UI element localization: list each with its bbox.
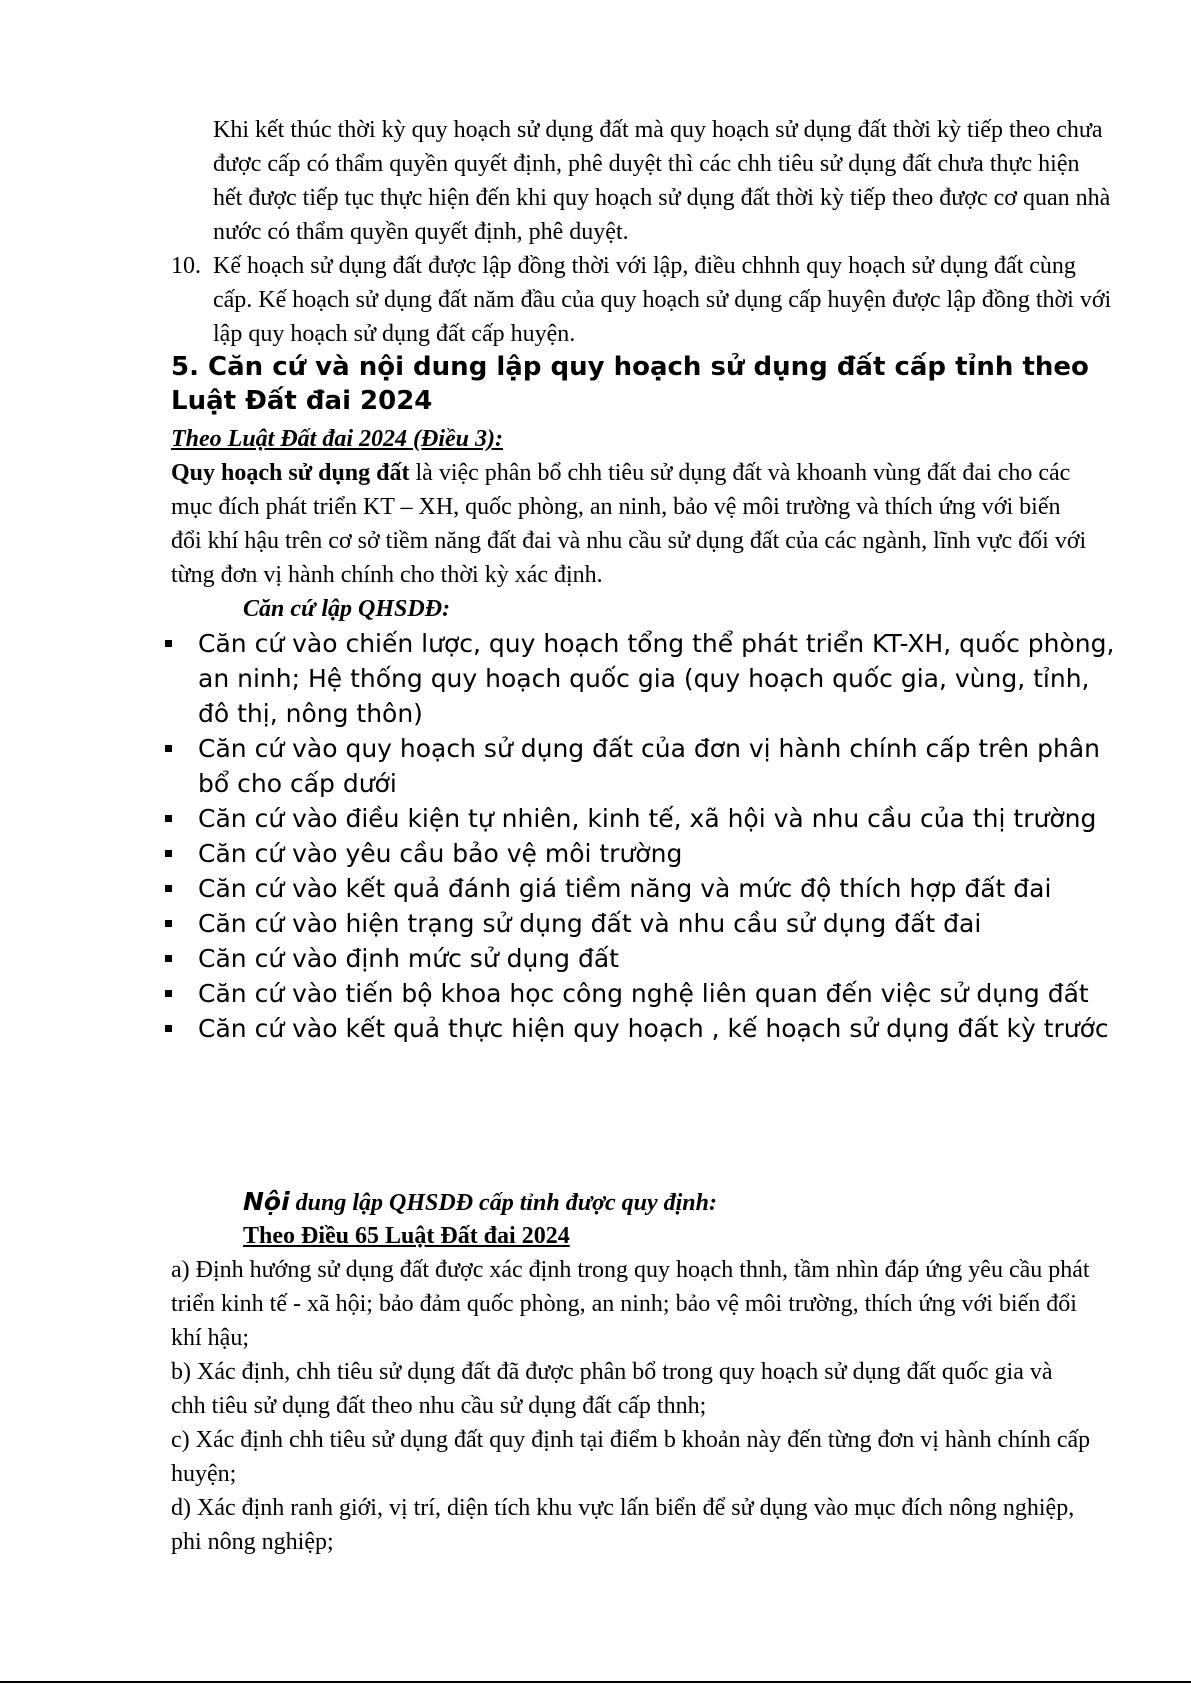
definition-text: là việc phân bổ chh tiêu sử dụng đất và khoanh vùng đất đai cho các mục đích phát triển KT – XH, quốc phòng, an ninh, bảo vệ môi trường và thích ứng với biến đổi khí hậu trên cơ sở tiềm năng đất đai và nhu cầu sử dụng đất của các ngành, lĩnh vực đối với từng đơn vị hành chính cho thời kỳ xác định. [171, 460, 1087, 588]
list-item-text: Căn cứ vào hiện trạng sử dụng đất và nhu cầu sử dụng đất đai [198, 909, 982, 938]
list-item-text: Kế hoạch sử dụng đất được lập đồng thời với lập, điều chhnh quy hoạch sử dụng đất cùng cấp. Kế hoạch sử dụng đất năm đầu của quy hoạch sử dụng cấp huyện được lập đồng thời với lập quy hoạch sử dụng đất cấp huyện. [213, 253, 1112, 347]
bullet-square-icon [165, 640, 172, 647]
bullet-square-icon [165, 885, 172, 892]
list-item-text: Căn cứ vào kết quả thực hiện quy hoạch , kế hoạch sử dụng đất kỳ trước [198, 1014, 1109, 1043]
section-heading: 5. Căn cứ và nội dung lập quy hoạch sử dụng đất cấp tỉnh theo Luật Đất đai 2024 [171, 352, 1089, 416]
content-items [171, 1253, 1091, 1559]
list-item-10 [171, 249, 1121, 351]
list-item-text: Căn cứ vào định mức sử dụng đất [198, 944, 619, 973]
list-item-text: Căn cứ vào tiến bộ khoa học công nghệ liên quan đến việc sử dụng đất [198, 979, 1089, 1008]
list-item-text: Căn cứ vào điều kiện tự nhiên, kinh tế, xã hội và nhu cầu của thị trường [198, 804, 1097, 833]
list-item-text: Căn cứ vào yêu cầu bảo vệ môi trường [198, 839, 683, 868]
list-item [160, 1011, 1120, 1046]
list-item-text: Căn cứ vào kết quả đánh giá tiềm năng và mức độ thích hợp đất đai [198, 874, 1052, 903]
bullet-square-icon [165, 990, 172, 997]
continuation-paragraph: Khi kết thúc thời kỳ quy hoạch sử dụng đất mà quy hoạch sử dụng đất thời kỳ tiếp theo chưa được cấp có thẩm quyền quyết định, phê duyệt thì các chh tiêu sử dụng đất chưa thực hiện hết được tiếp tục thực hiện đến khi quy hoạch sử dụng đất thời kỳ tiếp theo được cơ quan nhà nước có thẩm quyền quyết định, phê duyệt. [213, 117, 1111, 245]
list-item [160, 626, 1120, 731]
list-item: c) Xác định chh tiêu sử dụng đất quy định tại điểm b khoản này đến từng đơn vị hành chính cấp huyện; [171, 1427, 1091, 1487]
list-item [160, 731, 1120, 801]
basis-title: Căn cứ lập QHSDĐ: [243, 596, 451, 622]
list-item [160, 976, 1120, 1011]
list-item-text: Căn cứ vào quy hoạch sử dụng đất của đơn vị hành chính cấp trên phân bổ cho cấp dưới [198, 734, 1100, 798]
law-reference: Theo Luật Đất đai 2024 (Điều 3): [171, 426, 503, 452]
article-65-reference: Theo Điều 65 Luật Đất đai 2024 [243, 1223, 570, 1249]
bullet-square-icon [165, 1025, 172, 1032]
list-item-number: 10. [171, 253, 201, 279]
content-title [243, 1185, 717, 1220]
list-item-text: Căn cứ vào chiến lược, quy hoạch tổng thể phát triển KT-XH, quốc phòng, an ninh; Hệ thống quy hoạch quốc gia (quy hoạch quốc gia, vùng, tỉnh, đô thị, nông thôn) [198, 629, 1115, 728]
content-title-rest: dung lập QHSDĐ cấp tỉnh được quy định: [289, 1190, 717, 1216]
basis-list [160, 626, 1120, 1046]
definition-paragraph [171, 456, 1091, 592]
page-bottom-divider [0, 1681, 1191, 1683]
bullet-square-icon [165, 815, 172, 822]
list-item [160, 871, 1120, 906]
bullet-square-icon [165, 920, 172, 927]
list-item [160, 906, 1120, 941]
list-item: b) Xác định, chh tiêu sử dụng đất đã được phân bổ trong quy hoạch sử dụng đất quốc gia và chh tiêu sử dụng đất theo nhu cầu sử dụng đất cấp thnh; [171, 1359, 1053, 1419]
content-title-first-word: Nội [243, 1187, 290, 1216]
list-item: d) Xác định ranh giới, vị trí, diện tích khu vực lấn biển để sử dụng vào mục đích nông nghiệp, phi nông nghiệp; [171, 1495, 1075, 1555]
bullet-square-icon [165, 745, 172, 752]
definition-term: Quy hoạch sử dụng đất [171, 460, 410, 486]
list-item [160, 941, 1120, 976]
list-item: a) Định hướng sử dụng đất được xác định trong quy hoạch thnh, tầm nhìn đáp ứng yêu cầu phát triển kinh tế - xã hội; bảo đảm quốc phòng, an ninh; bảo vệ môi trường, thích ứng với biến đổi khí hậu; [171, 1257, 1090, 1351]
list-item [160, 801, 1120, 836]
bullet-square-icon [165, 955, 172, 962]
bullet-square-icon [165, 850, 172, 857]
list-item [160, 836, 1120, 871]
